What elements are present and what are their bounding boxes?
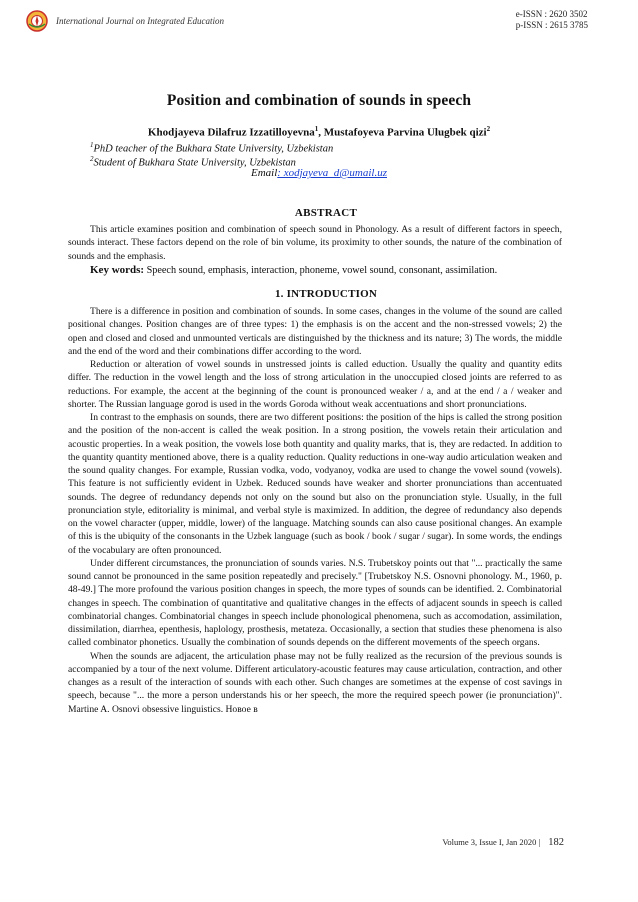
email-link[interactable]: : xodjayeva_d@umail.uz [277,167,387,179]
intro-paragraph: When the sounds are adjacent, the articulation phase may not be fully realized as the recursion of the previous sounds is accompanied by a tour of the next volume. Different articulatory-acoustic features may cause articulation, contraction, and other changes as a result of the interaction of sounds with each other. Such changes are sometimes at the expense of cost savings in speech, because "... the more a person understands his or her speech, the more the required speech power (ie pronunciation)". Martine A. Osnovi obsessive linguistics. Новое в [68,650,562,715]
intro-paragraph: Reduction or alteration of vowel sounds in unstressed joints is called eduction. Usually the quality and quantity edits differ. The reduction in the vowel length and the loss of strong articulation in the unoccupied closed joints are referred to as reductions. For example, the accent at the beginning of the count is pronounced weaker / a, and at the end / a / weaker and shorter. The Russian language gorod is used in the words Goroda without weak accentuations and short pronunciations. [68,359,562,410]
article-title: Position and combination of sounds in speech [166,92,472,109]
pissn: p-ISSN : 2615 3785 [515,20,588,30]
introduction-heading: 1. INTRODUCTION [274,288,377,300]
email-line [0,167,638,179]
issn-block [516,9,588,31]
affiliation-2-mark: 2 [90,155,94,163]
keywords-line [90,264,497,276]
introduction-body [68,305,562,716]
journal-logo-icon [26,10,48,32]
page-footer [442,837,564,848]
affiliation-1-mark: 1 [90,141,94,149]
intro-paragraph: There is a difference in position and combination of sounds. In some cases, changes in the volume of the sound are called positional changes. Position changes are of three types: 1) the emphasis is on the accent and the non-stressed vowels; 2) the open and closed and closed and unmounted verticals are distinguished by the thickness and its nature; 3) The words, the middle and the end of the word and their combinations differ according to the word. [68,306,562,357]
author-1-affiliation-mark: 1 [314,125,319,133]
journal-name: International Journal on Integrated Education [56,16,224,26]
affiliation-1-text: PhD teacher of the Bukhara State University, Uzbekistan [93,143,334,155]
author-line [0,125,638,139]
email-label: Email [251,167,278,179]
page-number: 182 [548,837,564,848]
affiliation-1 [90,141,333,155]
author-2-affiliation-mark: 2 [486,125,491,133]
page-header [26,8,612,42]
eissn: e-ISSN : 2620 3502 [515,9,588,19]
author-separator: , [318,126,324,139]
keywords-text: Speech sound, emphasis, interaction, phoneme, vowel sound, consonant, assimilation. [144,265,498,276]
author-1: Khodjayeva Dilafruz Izzatilloyevna [147,126,315,139]
author-2: Mustafoyeva Parvina Ulugbek qizi [323,126,487,139]
abstract-paragraph: This article examines position and combination of speech sound in Phonology. As a result of different factors in speech, sounds interact. These factors depend on the role of bin volume, its proximity to other sounds, the nature of the combination of sounds and the emphasis. [68,224,562,262]
intro-paragraph: In contrast to the emphasis on sounds, there are two different positions: the position of the hips is called the strong position and the position of the non-accent is called the weak position. In a strong position, the vowels retain their articulation and acoustic properties. In a weak position, the vowels lose both quantity and quality marks, that is, they are redacted. In addition to the quantity quantity mentioned above, there is a quality reduction. Quality reductions in one-way audio articulation weaken and the sound quality changes. For example, Russian vodka, vodo, vodyanoy, vodka are used to change the vowel sound (vowels). This feature is not sufficiently evident in Uzbek. Reduced sounds have weaker and shorter pronunciations than accentuated sounds. The degree of redundancy depends not only on the sound but also on the pronunciation style. Usually, in the full pronunciation style, editoriality is minimal, and verbal style is maximized. In addition, the degree of redundancy also depends on the vowel character (upper, middle, lower) of the language. Matching sounds can also cause positional changes. An example of this is the ubiquity of the consonants in the Uzbek language (such as book / book / sugar / sugar). In some words, the endings of the vocabulary are often pronounced. [68,412,562,556]
intro-paragraph: Under different circumstances, the pronunciation of sounds varies. N.S. Trubetskoy points out that "... practically the same sound cannot be pronounced in the same position repeatedly and precisely." [Trubetskoy N.S. Osnovni phonology. M., 1960, p. 48-49.] The more profound the various position changes in speech, the more types of sounds can be identified. 2. Combinatorial changes in speech. The combination of quantitative and qualitative changes in the effects of adjacent sounds in speech is called combinatorial changes. Combinatorial changes in speech include phonological phenomena, such as accomodation, assimilation, dissimilation, diarrhea, epenthesis, haplology, prosthesis, metateza. Occasionally, a section that studies these phenomena is also called combinator phonetics. Usually the combination of sounds depends on the different movements of the speech organs. [68,557,562,649]
affiliation-2-text: Student of Bukhara State University, Uzbekistan [93,157,296,169]
abstract-heading: ABSTRACT [294,207,358,219]
volume-info: Volume 3, Issue I, Jan 2020 | [442,837,541,847]
abstract-body [68,223,562,263]
keywords-label: Key words: [90,264,145,276]
